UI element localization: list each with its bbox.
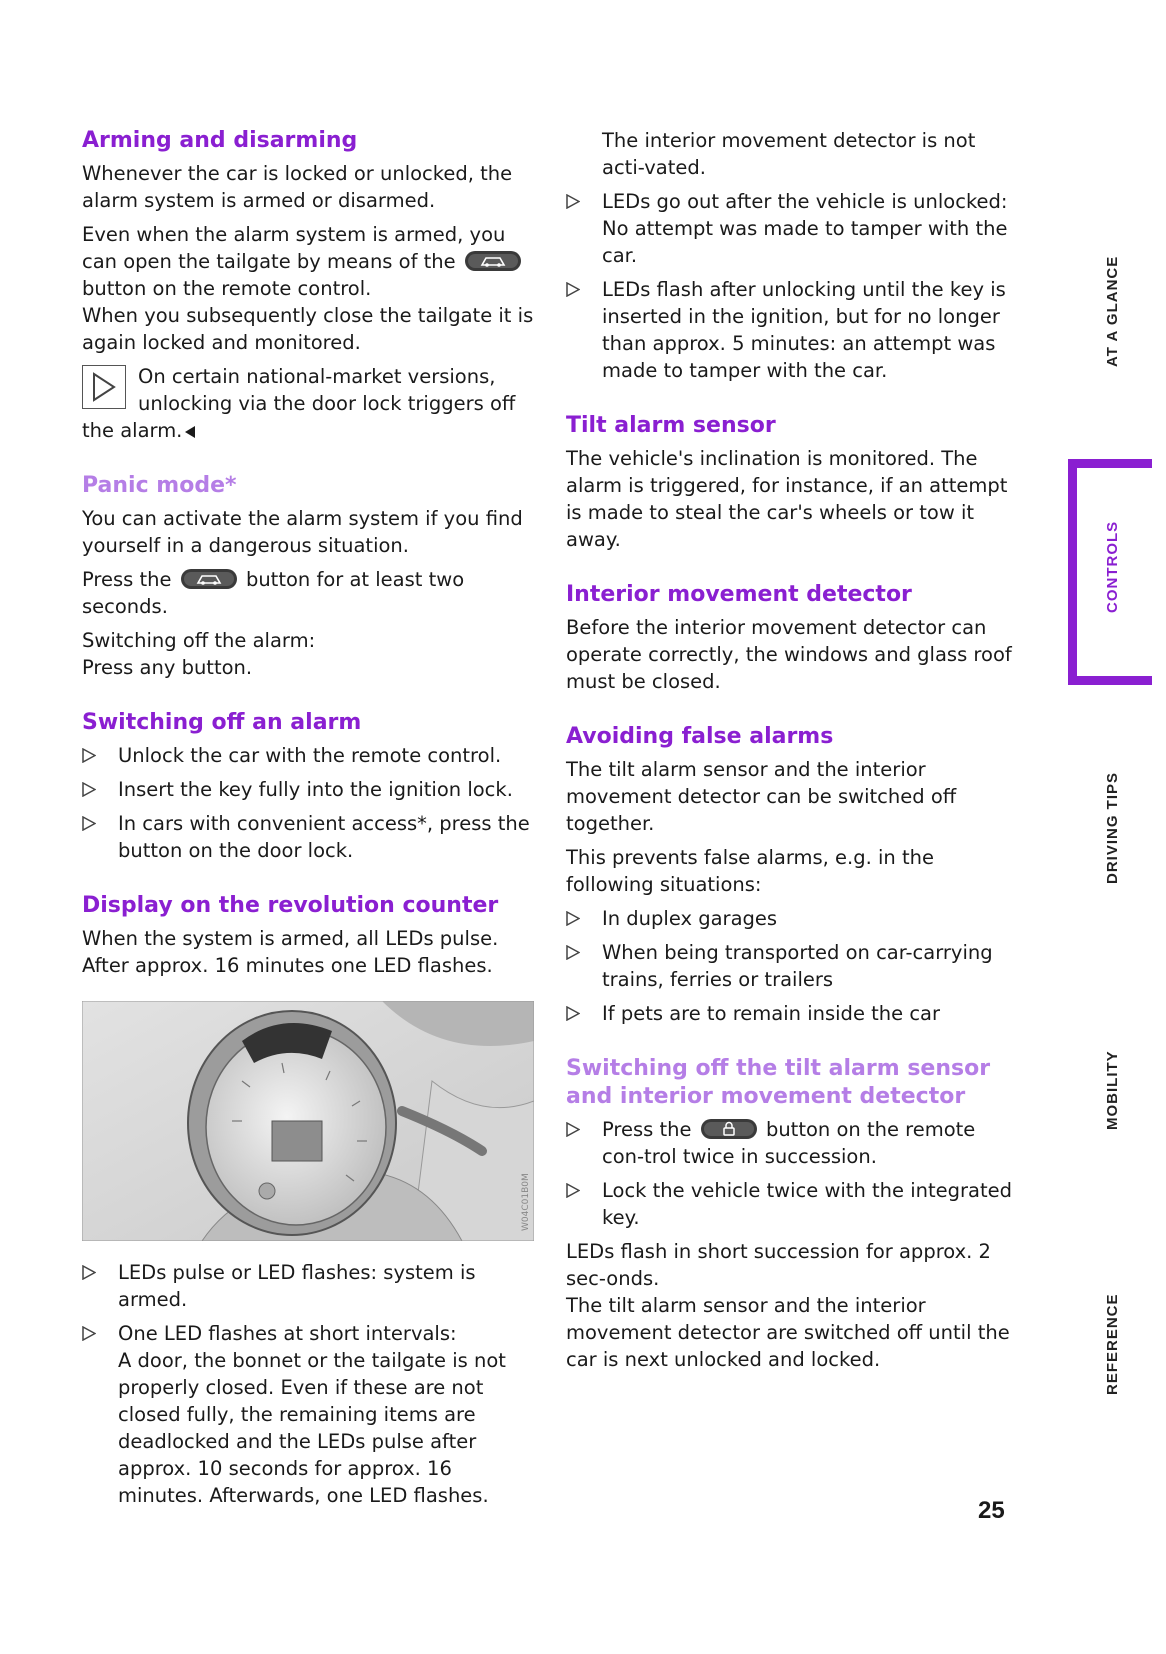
list-item: Unlock the car with the remote control. [82,742,534,769]
section-switch-tilt [566,1055,1021,1373]
left-column [82,127,534,1516]
bullet-triangle-icon [566,1183,580,1198]
panic-key-icon [180,567,238,591]
arming-paragraph-3: When you subsequently close the tailgate it is again locked and monitored. [82,304,534,354]
heading-tilt-sensor: Tilt alarm sensor [566,413,776,438]
note-block [82,363,534,444]
panic-paragraph-1: You can activate the alarm system if you find yourself in a dangerous situation. [82,507,523,557]
heading-interior-detector: Interior movement detector [566,582,912,607]
arming-paragraph-1: Whenever the car is locked or unlocked, the alarm system is armed or disarmed. [82,162,513,212]
heading-switch-tilt: Switching off the tilt alarm sensor and interior movement detector [566,1056,991,1109]
tilt-paragraph: The vehicle's inclination is monitored. The alarm is triggered, for instance, if an attempt is made to steal the car's wheels or tow it away. [566,447,1008,551]
sidebar-tab-controls[interactable]: CONTROLS [1104,520,1121,613]
section-display [82,892,534,1509]
list-item: If pets are to remain inside the car [566,1000,1021,1027]
section-interior [566,581,1021,695]
right-column [566,127,1021,1380]
avoiding-paragraph-1: The tilt alarm sensor and the interior movement detector can be switched off together. [566,758,957,835]
panic-paragraph-4: Press any button. [82,656,253,679]
section-panic [82,472,534,681]
revolution-counter-illustration [82,1001,534,1241]
heading-display: Display on the revolution counter [82,893,499,918]
switch-tilt-paragraph-2: The tilt alarm sensor and the interior movement detector are switched off until the car is next unlocked and locked. [566,1294,1010,1371]
bullet-triangle-icon [82,1326,96,1341]
switch-tilt-paragraph-1: LEDs flash in short succession for approx. 2 sec-onds. [566,1240,991,1290]
list-item: Press the button on the remote con-trol twice in succession. [566,1116,1021,1170]
bullet-triangle-icon [82,748,96,763]
list-item-detail: A door, the bonnet or the tailgate is not properly closed. Even if these are not closed fully, the remaining items are deadlocked and the LEDs pulse after approx. 10 seconds for approx. 16 minutes. Afterwards, one LED flashes. [118,1349,506,1507]
bullet-triangle-icon [82,782,96,797]
sidebar-tab-mobility[interactable]: MOBILITY [1104,1050,1121,1130]
heading-switching-off: Switching off an alarm [82,710,362,735]
list-item: LEDs flash after unlocking until the key is inserted in the ignition, but for no longer than approx. 5 minutes: an attempt was made to tamper with the car. [566,276,1021,384]
bullet-triangle-icon [566,282,580,297]
list-item: LEDs go out after the vehicle is unlocked: No attempt was made to tamper with the car. [566,188,1021,269]
list-item: When being transported on car-carrying trains, ferries or trailers [566,939,1021,993]
figure-code: W04C01B0M [521,1173,531,1231]
panic-paragraph-2: Press the button for at least two seconds. [82,568,465,618]
note-text: On certain national-market versions, unlocking via the door lock triggers off the alarm. [82,365,516,442]
section-avoiding [566,723,1021,1027]
panic-paragraph-3: Switching off the alarm: [82,629,316,652]
arming-paragraph-2: Even when the alarm system is armed, you can open the tailgate by means of the button on the remote control. [82,221,534,302]
sidebar-tab-driving-tips[interactable]: DRIVING TIPS [1104,771,1121,884]
heading-avoiding: Avoiding false alarms [566,724,834,749]
bullet-triangle-icon [566,194,580,209]
section-switching-off [82,709,534,864]
section-tilt [566,412,1021,553]
heading-panic-mode: Panic mode* [82,473,237,498]
bullet-triangle-icon [566,1122,580,1137]
bullet-triangle-icon [82,816,96,831]
sidebar-tab-reference[interactable]: REFERENCE [1104,1293,1121,1395]
lock-key-icon [700,1117,758,1141]
list-item: LEDs pulse or LED flashes: system is armed. [82,1259,534,1313]
tailgate-key-icon [464,249,522,273]
heading-arming: Arming and disarming [82,128,358,153]
bullet-triangle-icon [566,1006,580,1021]
continued-text: The interior movement detector is not acti-vated. [602,129,976,179]
bullet-triangle-icon [566,945,580,960]
section-arming [82,127,534,444]
sidebar-tab-at-a-glance[interactable]: AT A GLANCE [1104,255,1121,367]
list-item: In duplex garages [566,905,1021,932]
bullet-triangle-icon [566,911,580,926]
display-paragraph-1: When the system is armed, all LEDs pulse. After approx. 16 minutes one LED flashes. [82,927,499,977]
list-item: One LED flashes at short intervals: A door, the bonnet or the tailgate is not properly closed. Even if these are not closed fully, the remaining items are deadlocked and the LEDs pulse after approx. 10 seconds for approx. 16 minutes. Afterwards, one LED flashes. [82,1320,534,1509]
interior-paragraph: Before the interior movement detector can operate correctly, the windows and glass roof must be closed. [566,616,1012,693]
list-item: In cars with convenient access*, press the button on the door lock. [82,810,534,864]
end-marker-icon [185,426,195,438]
avoiding-paragraph-2: This prevents false alarms, e.g. in the following situations: [566,846,934,896]
list-item: Insert the key fully into the ignition lock. [82,776,534,803]
bullet-triangle-icon [82,1265,96,1280]
page-number: 25 [978,1497,1005,1524]
note-triangle-icon [82,365,126,409]
list-item: Lock the vehicle twice with the integrated key. [566,1177,1021,1231]
